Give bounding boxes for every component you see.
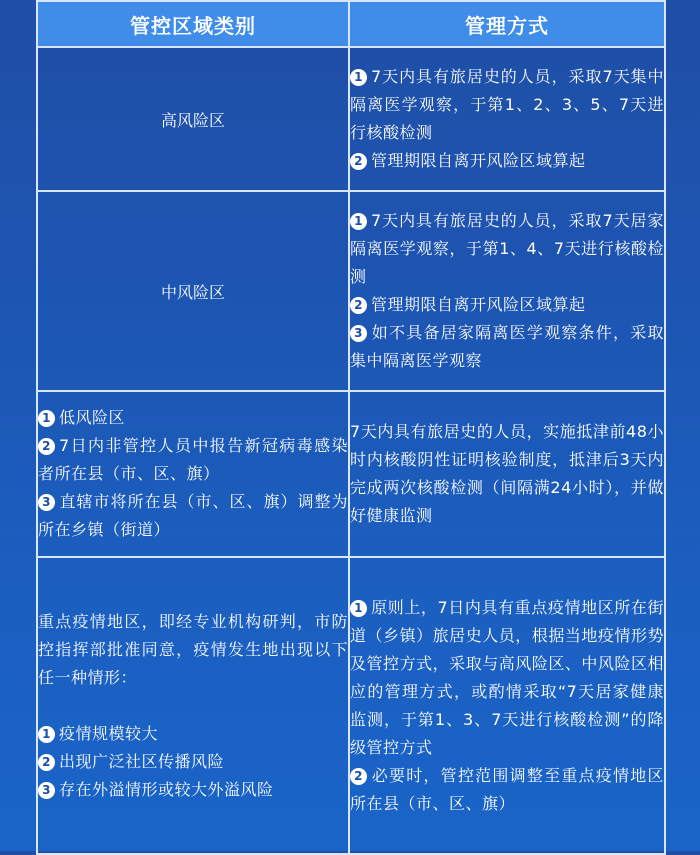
table-row: [37, 191, 665, 391]
header-category: 管控区域类别: [37, 1, 349, 47]
rule-item: [350, 291, 664, 319]
rule-text: 管理期限自离开风险区域算起: [371, 151, 586, 170]
number-badge-icon: 2: [38, 438, 55, 455]
category-item: [38, 404, 348, 432]
number-badge-icon: 1: [38, 726, 55, 743]
header-management: 管理方式: [349, 1, 665, 47]
rule-item: [350, 207, 664, 291]
number-badge-icon: 1: [38, 410, 55, 427]
category-text: 低风险区: [59, 408, 126, 427]
rule-item: [350, 319, 664, 375]
category-item: [38, 488, 348, 544]
category-text: 存在外溢情形或较大外溢风险: [59, 779, 274, 799]
rule-item: [350, 594, 664, 762]
table-row: [37, 391, 665, 557]
rule-text: 7天内具有旅居史的人员，采取7天集中隔离医学观察，于第1、2、3、5、7天进行核酸检测: [350, 67, 664, 142]
rule-text: 7天内具有旅居史的人员，采取7天居家隔离医学观察，于第1、4、7天进行核酸检测: [350, 211, 664, 286]
category-text: 出现广泛社区传播风险: [59, 751, 225, 771]
category-cell: [37, 391, 349, 557]
management-cell: [349, 391, 665, 557]
rule-item: [350, 147, 664, 175]
table-header-row: [37, 1, 665, 47]
number-badge-icon: 1: [350, 213, 367, 230]
rule-item: [350, 63, 664, 147]
number-badge-icon: 2: [350, 153, 367, 170]
category-intro: 重点疫情地区，即经专业机构研判，市防控指挥部批准同意，疫情发生地出现以下任一种情形：: [38, 611, 348, 687]
category-text: 疫情规模较大: [59, 723, 159, 743]
management-cell: [349, 191, 665, 391]
category-cell: [37, 557, 349, 854]
category-item: [38, 776, 348, 804]
rule-text: 7天内具有旅居史的人员，实施抵津前48小时内核酸阴性证明核验制度，抵津后3天内完成两次核酸检测（间隔满24小时），并做好健康监测: [350, 422, 664, 525]
category-item: [38, 432, 348, 488]
number-badge-icon: 3: [350, 325, 367, 342]
number-badge-icon: 2: [350, 768, 367, 785]
number-badge-icon: 2: [350, 297, 367, 314]
level-high-risk: 高风险区: [37, 47, 349, 191]
number-badge-icon: 1: [350, 69, 367, 86]
category-text: 直辖市将所在县（市、区、旗）调整为所在乡镇（街道）: [38, 492, 348, 539]
rule-item: [350, 762, 664, 818]
control-table: [36, 0, 666, 855]
number-badge-icon: 3: [38, 782, 55, 799]
management-cell: [349, 557, 665, 854]
table-row: [37, 557, 665, 854]
table-row: [37, 47, 665, 191]
number-badge-icon: 3: [38, 494, 55, 511]
category-item: [38, 720, 348, 748]
rule-text: 如不具备居家隔离医学观察条件，采取集中隔离医学观察: [350, 323, 664, 370]
category-item: [38, 748, 348, 776]
number-badge-icon: 1: [350, 600, 367, 617]
rule-text: 原则上，7日内具有重点疫情地区所在街道（乡镇）旅居史人员，根据当地疫情形势及管控方式，采取与高风险区、中风险区相应的管理方式，或酌情采取“7天居家健康监测，于第1、3、7天进行核酸检测”的降级管控方式: [350, 597, 664, 757]
number-badge-icon: 2: [38, 754, 55, 771]
management-cell: [349, 47, 665, 191]
rule-text: 必要时，管控范围调整至重点疫情地区所在县（市、区、旗）: [350, 765, 664, 813]
rule-text: 管理期限自离开风险区域算起: [371, 295, 586, 314]
category-text: 7日内非管控人员中报告新冠病毒感染者所在县（市、区、旗）: [38, 436, 348, 483]
level-medium-risk: 中风险区: [37, 191, 349, 391]
